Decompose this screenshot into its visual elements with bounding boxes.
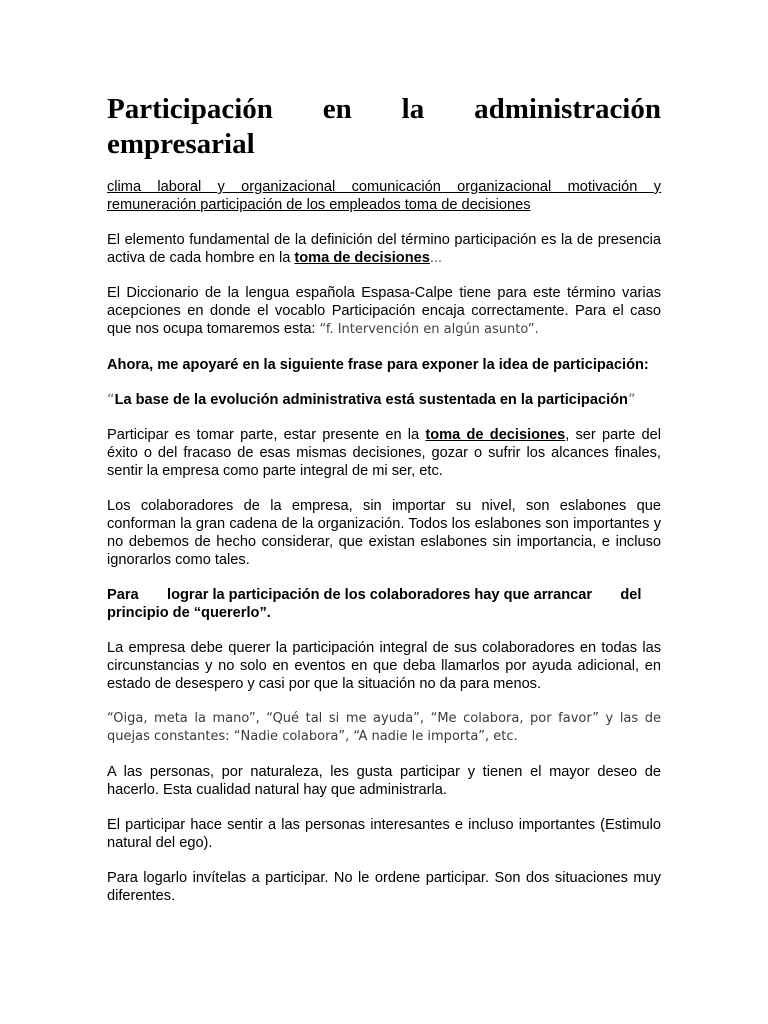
document-page — [107, 92, 661, 922]
document-title — [107, 92, 661, 162]
toma-de-decisiones-link[interactable]: toma de decisiones — [294, 250, 430, 266]
tag-link[interactable]: participación de los empleados — [200, 197, 401, 213]
tag-link[interactable]: comunicación organizacional — [351, 179, 552, 195]
tag-link[interactable]: motivación y remuneración — [107, 179, 662, 213]
ellipsis: ... — [429, 250, 443, 266]
tag-link[interactable]: clima laboral y organizacional — [107, 179, 336, 195]
toma-de-decisiones-link[interactable]: toma de decisiones — [425, 427, 566, 443]
paragraph: A las personas, por naturaleza, les gusta participar y tienen el mayor deseo de hacerlo. Esta cualidad natural hay que administrarla. — [107, 764, 661, 798]
paragraph-text: El Diccionario de la lengua española Espasa-Calpe tiene para este término varias acepciones en donde el vocablo Participación encaja correctamente. Para el caso que nos ocupa tomaremos esta: — [107, 285, 661, 337]
paragraph: El participar hace sentir a las personas interesantes e incluso importantes (Estimulo natural del ego). — [107, 817, 661, 851]
intro-statement: Ahora, me apoyaré en la siguiente frase para exponer la idea de participación: — [107, 357, 649, 373]
paragraph: Para logarlo invítelas a participar. No le ordene participar. Son dos situaciones muy diferentes. — [107, 870, 661, 904]
key-quote-text: La base de la evolución administrativa está sustentada en la participación — [114, 392, 628, 408]
title-line-1: Participación en la administración — [107, 93, 661, 125]
title-line-2: empresarial — [107, 128, 255, 160]
paragraph-text: , ser parte del éxito o del fracaso de esas mismas decisiones, gozar o sufrir los alcances finales, sentir la empresa como parte integral de mi ser, etc. — [107, 427, 661, 479]
principle-line-2: principio de “quererlo”. — [107, 605, 271, 621]
paragraph-text: El elemento fundamental de la definición del término participación es la de presencia activa de cada hombre en la — [107, 232, 661, 266]
close-quote-mark: ” — [627, 391, 636, 408]
definition-quote: “f. Intervención en algún asunto”. — [319, 322, 539, 337]
tag-link[interactable]: toma de decisiones — [404, 197, 531, 213]
quotes-paragraph: “Oiga, meta la mano”, “Qué tal si me ayuda”, “Me colabora, por favor” y las de quejas constantes: “Nadie colabora”, “A nadie le importa”, etc. — [107, 711, 661, 744]
paragraph-text: Participar es tomar parte, estar presente en la — [107, 427, 426, 443]
paragraph — [107, 231, 661, 267]
paragraph: La empresa debe querer la participación integral de sus colaboradores en todas las circunstancias y no solo en eventos en que deba llamarlos por ayuda adicional, en estado de desespero y casi por que la situación no da para menos. — [107, 640, 661, 692]
tag-list — [107, 178, 661, 214]
principle-line-1: Para lograr la participación de los colaboradores hay que arrancar del — [107, 587, 642, 603]
key-quote — [107, 391, 661, 409]
open-quote-mark: “ — [107, 391, 115, 408]
paragraph — [107, 284, 661, 339]
paragraph — [107, 426, 661, 480]
paragraph: Los colaboradores de la empresa, sin importar su nivel, son eslabones que conforman la gran cadena de la organización. Todos los eslabones son importantes y no debemos de hecho considerar, que existan eslabones sin importancia, e incluso ignorarlos como tales. — [107, 498, 661, 568]
principle-heading — [107, 586, 661, 622]
